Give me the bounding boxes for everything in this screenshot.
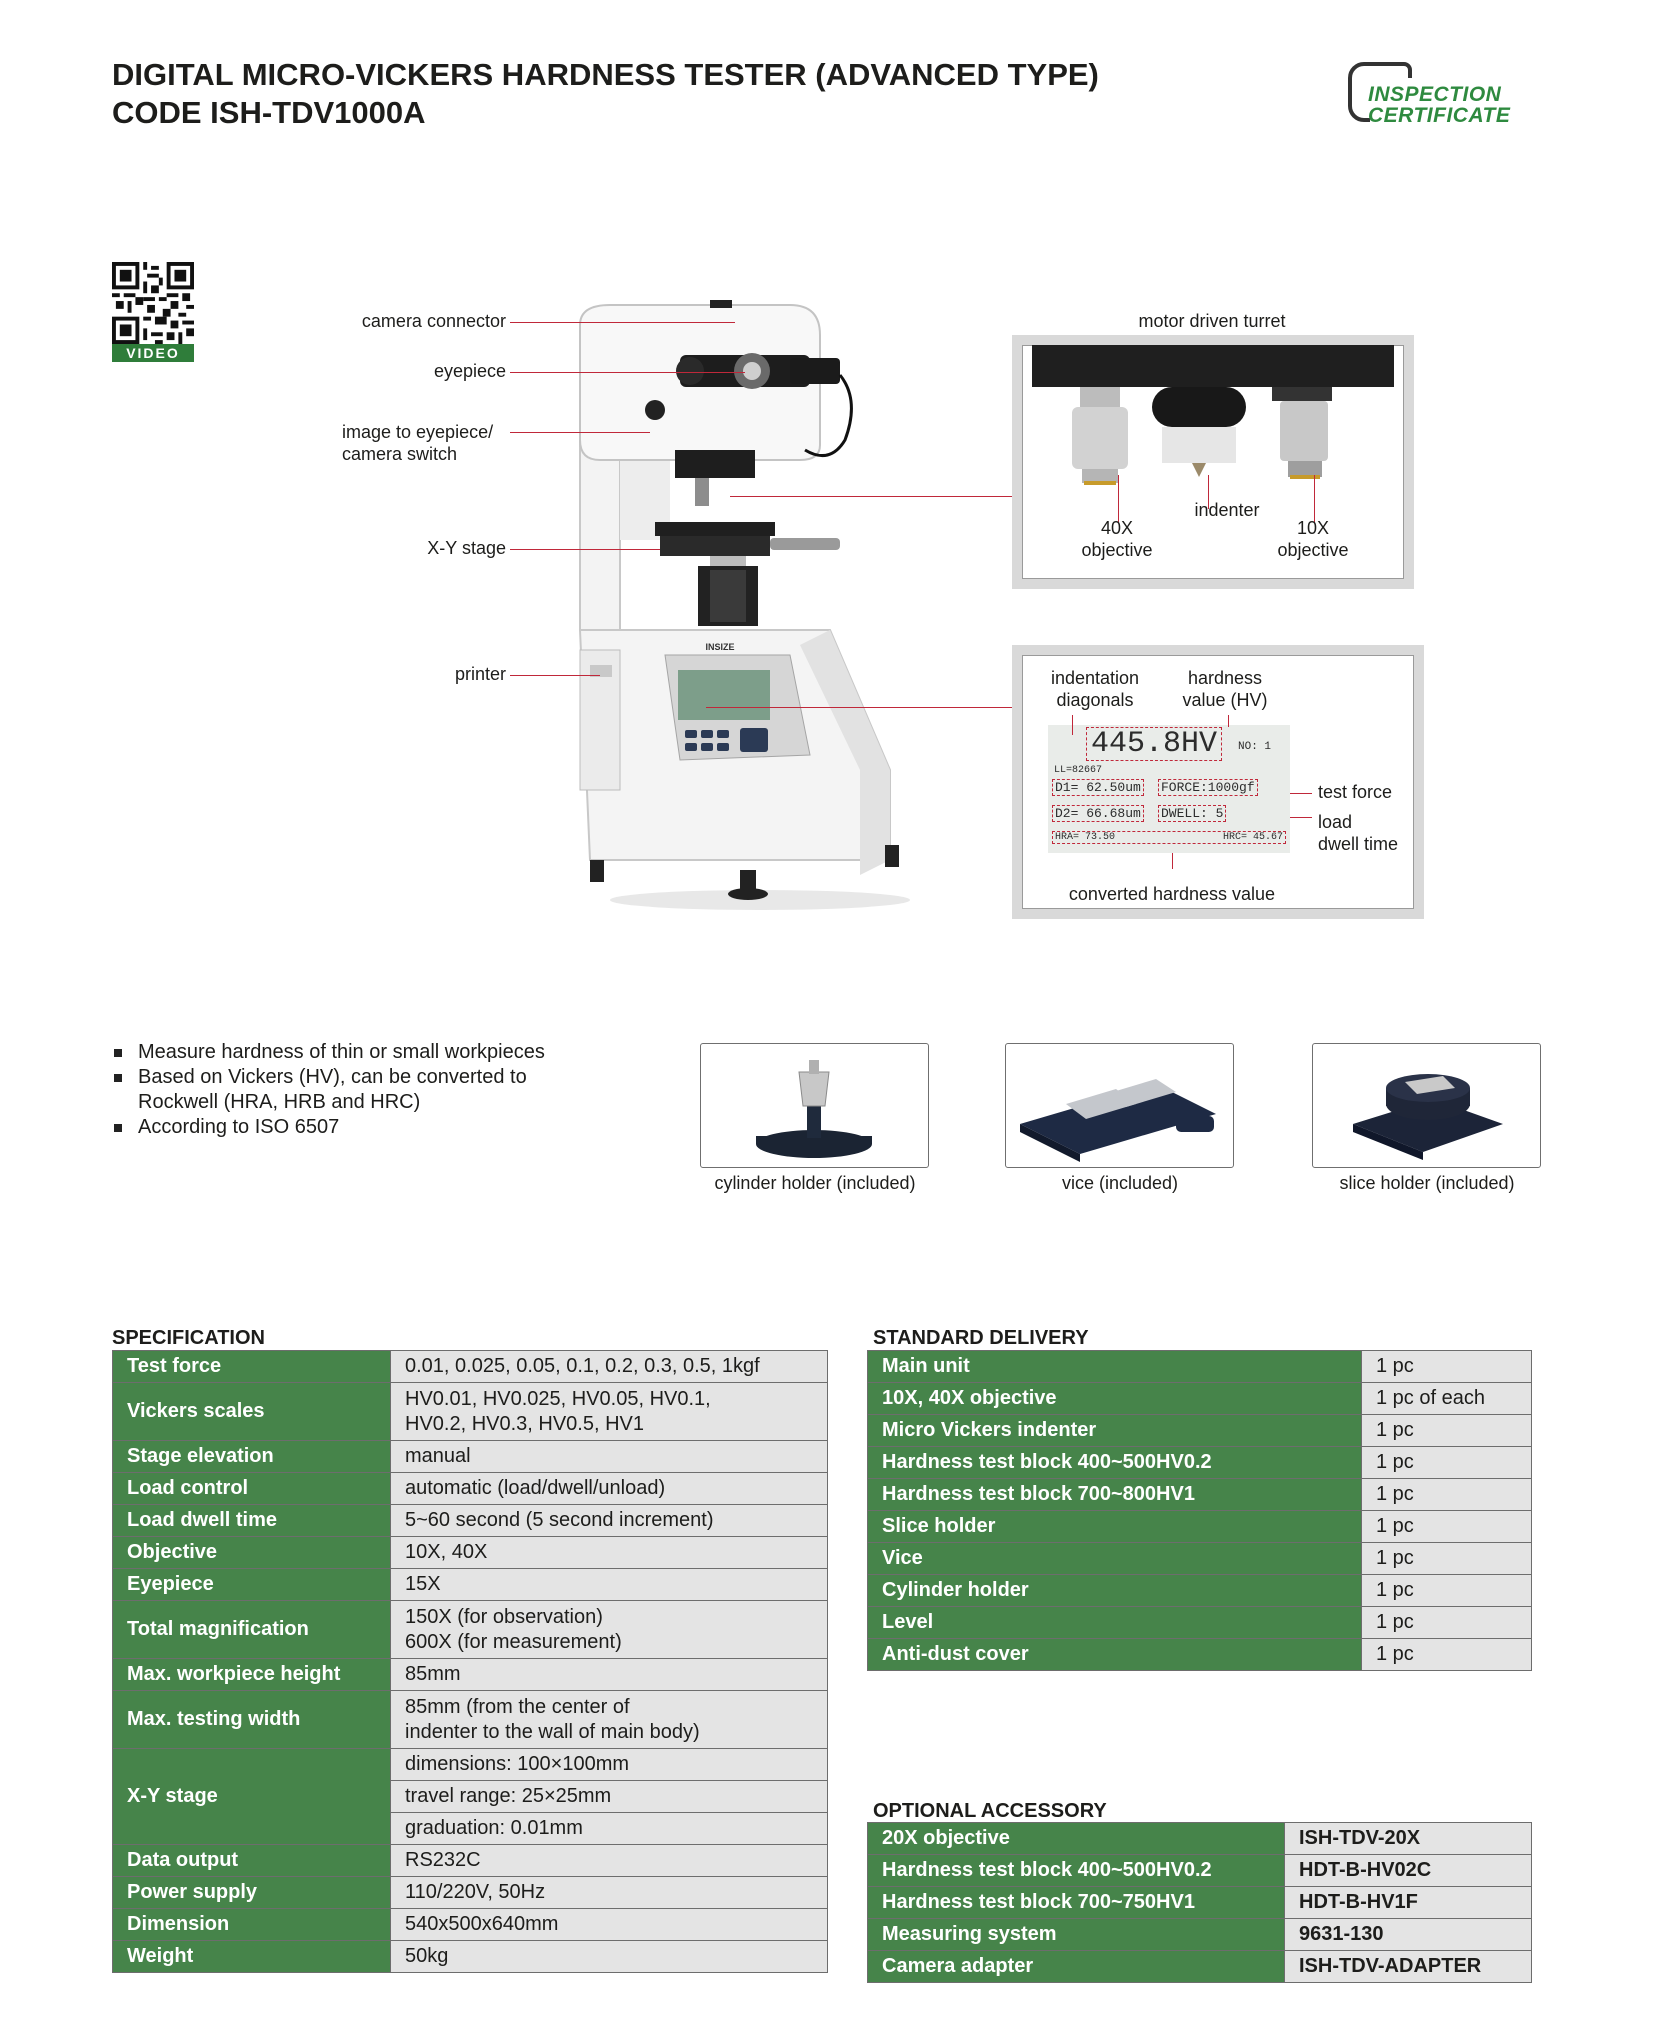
table-row — [113, 1749, 828, 1781]
lcd-force: FORCE:1000gf — [1158, 779, 1258, 796]
standard-delivery-title: STANDARD DELIVERY — [873, 1327, 1089, 1349]
table-row — [868, 1823, 1532, 1855]
label-xy-stage: X-Y stage — [427, 538, 506, 558]
delivery-item: Anti-dust cover — [868, 1639, 1362, 1671]
label-test-force: test force — [1318, 782, 1393, 802]
leader-camera-connector — [510, 322, 735, 323]
lcd-hrc: HRC= 45.67 — [1222, 832, 1283, 843]
leader-test-force — [1290, 793, 1312, 794]
spec-value — [391, 1601, 828, 1659]
leader-display — [706, 707, 1014, 708]
table-row — [113, 1941, 828, 1973]
spec-key: Data output — [113, 1845, 391, 1877]
table-row — [113, 1601, 828, 1659]
feature-item — [112, 1065, 652, 1115]
video-qr-code[interactable] — [112, 262, 194, 362]
optional-item: Measuring system — [868, 1919, 1285, 1951]
turret-inset — [1012, 335, 1414, 589]
title-line-1: DIGITAL MICRO-VICKERS HARDNESS TESTER (ADVANCED TYPE) — [112, 57, 1099, 92]
label-hardness-line-2: value (HV) — [1182, 690, 1268, 710]
label-camera-connector: camera connector — [361, 311, 506, 331]
label-40x-objective — [1062, 517, 1172, 561]
leader-converted — [1172, 853, 1173, 869]
label-converted-hardness: converted hardness value — [1068, 884, 1276, 904]
spec-key: X-Y stage — [113, 1749, 391, 1845]
delivery-qty: 1 pc — [1362, 1607, 1532, 1639]
delivery-qty: 1 pc of each — [1362, 1383, 1532, 1415]
vice-photo — [1005, 1043, 1234, 1168]
delivery-item: 10X, 40X objective — [868, 1383, 1362, 1415]
spec-key: Stage elevation — [113, 1441, 391, 1473]
qr-icon — [112, 262, 194, 344]
spec-value: RS232C — [391, 1845, 828, 1877]
table-row — [868, 1351, 1532, 1383]
spec-value: 10X, 40X — [391, 1537, 828, 1569]
page-title — [112, 56, 1099, 132]
lcd-hardness-value: 445.8HV — [1086, 727, 1222, 761]
delivery-qty: 1 pc — [1362, 1447, 1532, 1479]
label-diagonals-line-2: diagonals — [1056, 690, 1134, 710]
spec-value: manual — [391, 1441, 828, 1473]
table-row — [868, 1575, 1532, 1607]
table-row — [868, 1447, 1532, 1479]
delivery-item: Hardness test block 400~500HV0.2 — [868, 1447, 1362, 1479]
label-hardness-line-1: hardness — [1187, 668, 1263, 688]
lcd-number: NO: 1 — [1238, 741, 1272, 753]
delivery-qty: 1 pc — [1362, 1575, 1532, 1607]
spec-value: 540x500x640mm — [391, 1909, 828, 1941]
leader-eyepiece — [510, 372, 745, 373]
leader-turret — [730, 496, 1014, 497]
lcd-dwell: DWELL: 5 — [1158, 805, 1226, 822]
label-motor-turret: motor driven turret — [1138, 311, 1286, 331]
table-row — [868, 1887, 1532, 1919]
spec-key: Max. workpiece height — [113, 1659, 391, 1691]
lcd-d1: D1= 62.50um — [1052, 779, 1144, 796]
delivery-item: Hardness test block 700~800HV1 — [868, 1479, 1362, 1511]
optional-item: Camera adapter — [868, 1951, 1285, 1983]
spec-key: Max. testing width — [113, 1691, 391, 1749]
spec-value — [391, 1383, 828, 1441]
label-diagonals-line-1: indentation — [1050, 668, 1140, 688]
delivery-qty: 1 pc — [1362, 1543, 1532, 1575]
table-row — [868, 1855, 1532, 1887]
leader-dwell — [1290, 817, 1312, 818]
lcd-hra: HRA= 73.50 — [1055, 832, 1116, 843]
table-row — [868, 1607, 1532, 1639]
spec-value: 50kg — [391, 1941, 828, 1973]
delivery-qty: 1 pc — [1362, 1351, 1532, 1383]
label-10x-line-2: objective — [1277, 540, 1349, 560]
label-40x-line-1: 40X — [1100, 518, 1134, 538]
display-inset — [1012, 645, 1424, 919]
lcd-screen — [1048, 725, 1290, 853]
table-row — [113, 1569, 828, 1601]
optional-code: HDT-B-HV1F — [1285, 1887, 1532, 1919]
spec-value — [391, 1691, 828, 1749]
table-row — [113, 1659, 828, 1691]
table-row — [113, 1877, 828, 1909]
table-row — [113, 1537, 828, 1569]
feature-item: According to ISO 6507 — [112, 1115, 652, 1140]
optional-accessory-table — [867, 1822, 1532, 1983]
spec-key: Objective — [113, 1537, 391, 1569]
leader-hv — [1228, 715, 1229, 727]
spec-value-line: 150X (for observation) — [405, 1605, 603, 1628]
specification-title: SPECIFICATION — [112, 1327, 265, 1349]
cylinder-holder-photo — [700, 1043, 929, 1168]
label-image-switch-line-1: image to eyepiece/ — [342, 422, 494, 442]
table-row — [868, 1479, 1532, 1511]
lcd-ll: LL=82667 — [1054, 765, 1103, 776]
caption-slice-holder: slice holder (included) — [1339, 1173, 1515, 1193]
optional-item: 20X objective — [868, 1823, 1285, 1855]
delivery-item: Micro Vickers indenter — [868, 1415, 1362, 1447]
spec-value: 5~60 second (5 second increment) — [391, 1505, 828, 1537]
spec-value: travel range: 25×25mm — [391, 1781, 828, 1813]
spec-value-line: indenter to the wall of main body) — [405, 1720, 700, 1743]
leader-40x — [1118, 475, 1119, 523]
table-row — [868, 1543, 1532, 1575]
table-row — [868, 1951, 1532, 1983]
label-eyepiece: eyepiece — [433, 361, 506, 381]
label-40x-line-2: objective — [1081, 540, 1153, 560]
table-row — [868, 1383, 1532, 1415]
spec-value-line: 85mm (from the center of — [405, 1695, 630, 1718]
optional-code: ISH-TDV-ADAPTER — [1285, 1951, 1532, 1983]
spec-key: Load control — [113, 1473, 391, 1505]
delivery-item: Main unit — [868, 1351, 1362, 1383]
feature-item: Measure hardness of thin or small workpieces — [112, 1040, 652, 1065]
spec-key: Eyepiece — [113, 1569, 391, 1601]
label-printer: printer — [454, 664, 506, 684]
leader-10x — [1314, 475, 1315, 523]
spec-key: Total magnification — [113, 1601, 391, 1659]
delivery-qty: 1 pc — [1362, 1415, 1532, 1447]
table-row — [868, 1415, 1532, 1447]
label-dwell-line-1: load — [1318, 812, 1353, 832]
label-indentation-diagonals — [1040, 667, 1150, 711]
spec-key: Dimension — [113, 1909, 391, 1941]
table-row — [113, 1473, 828, 1505]
feature-item-line-1: Based on Vickers (HV), can be converted to — [138, 1066, 527, 1088]
label-image-switch-line-2: camera switch — [342, 444, 458, 464]
table-row — [868, 1639, 1532, 1671]
optional-code: 9631-130 — [1285, 1919, 1532, 1951]
table-row — [113, 1351, 828, 1383]
table-row — [113, 1505, 828, 1537]
spec-value: graduation: 0.01mm — [391, 1813, 828, 1845]
spec-value: dimensions: 100×100mm — [391, 1749, 828, 1781]
feature-list — [112, 1040, 652, 1140]
table-row — [868, 1511, 1532, 1543]
spec-value: 85mm — [391, 1659, 828, 1691]
label-load-dwell — [1318, 811, 1398, 855]
leader-printer — [510, 675, 600, 676]
optional-accessory-title: OPTIONAL ACCESSORY — [873, 1800, 1107, 1822]
lcd-converted — [1052, 831, 1286, 844]
spec-key: Power supply — [113, 1877, 391, 1909]
label-dwell-line-2: dwell time — [1318, 834, 1399, 854]
spec-key: Vickers scales — [113, 1383, 391, 1441]
cert-line-2: CERTIFICATE — [1368, 104, 1511, 127]
delivery-item: Cylinder holder — [868, 1575, 1362, 1607]
delivery-item: Slice holder — [868, 1511, 1362, 1543]
spec-value: 0.01, 0.025, 0.05, 0.1, 0.2, 0.3, 0.5, 1kgf — [391, 1351, 828, 1383]
table-row — [868, 1919, 1532, 1951]
specification-table — [112, 1350, 828, 1973]
standard-delivery-table — [867, 1350, 1532, 1671]
delivery-qty: 1 pc — [1362, 1639, 1532, 1671]
caption-vice: vice (included) — [1061, 1173, 1179, 1193]
spec-value: 110/220V, 50Hz — [391, 1877, 828, 1909]
caption-cylinder-holder: cylinder holder (included) — [714, 1173, 916, 1193]
hardness-tester-image — [560, 300, 940, 920]
table-row — [113, 1691, 828, 1749]
spec-key: Weight — [113, 1941, 391, 1973]
table-row — [113, 1441, 828, 1473]
leader-diagonals — [1072, 715, 1073, 735]
label-indenter: indenter — [1194, 500, 1260, 520]
delivery-item: Vice — [868, 1543, 1362, 1575]
spec-key: Test force — [113, 1351, 391, 1383]
feature-item-line-2: Rockwell (HRA, HRB and HRC) — [138, 1091, 421, 1113]
brand-label: INSIZE — [705, 642, 735, 652]
optional-code: ISH-TDV-20X — [1285, 1823, 1532, 1855]
leader-image-switch — [510, 432, 650, 433]
spec-value-line: HV0.01, HV0.025, HV0.05, HV0.1, — [405, 1387, 711, 1410]
spec-value-line: 600X (for measurement) — [405, 1630, 622, 1653]
label-image-switch — [342, 421, 493, 465]
spec-key: Load dwell time — [113, 1505, 391, 1537]
spec-value: automatic (load/dwell/unload) — [391, 1473, 828, 1505]
delivery-qty: 1 pc — [1362, 1479, 1532, 1511]
label-hardness-value — [1170, 667, 1280, 711]
video-label: VIDEO — [112, 344, 194, 362]
table-row — [113, 1845, 828, 1877]
spec-value: 15X — [391, 1569, 828, 1601]
delivery-qty: 1 pc — [1362, 1511, 1532, 1543]
title-line-2: CODE ISH-TDV1000A — [112, 95, 426, 130]
inspection-certificate-logo — [1344, 58, 1544, 126]
optional-item: Hardness test block 700~750HV1 — [868, 1887, 1285, 1919]
spec-value-line: HV0.2, HV0.3, HV0.5, HV1 — [405, 1412, 645, 1435]
cert-line-1: INSPECTION — [1368, 83, 1502, 106]
table-row — [113, 1909, 828, 1941]
optional-item: Hardness test block 400~500HV0.2 — [868, 1855, 1285, 1887]
slice-holder-photo — [1312, 1043, 1541, 1168]
label-10x-objective — [1258, 517, 1368, 561]
leader-xy-stage — [510, 549, 660, 550]
optional-code: HDT-B-HV02C — [1285, 1855, 1532, 1887]
label-10x-line-1: 10X — [1296, 518, 1330, 538]
delivery-item: Level — [868, 1607, 1362, 1639]
lcd-d2: D2= 66.68um — [1052, 805, 1144, 822]
table-row — [113, 1383, 828, 1441]
